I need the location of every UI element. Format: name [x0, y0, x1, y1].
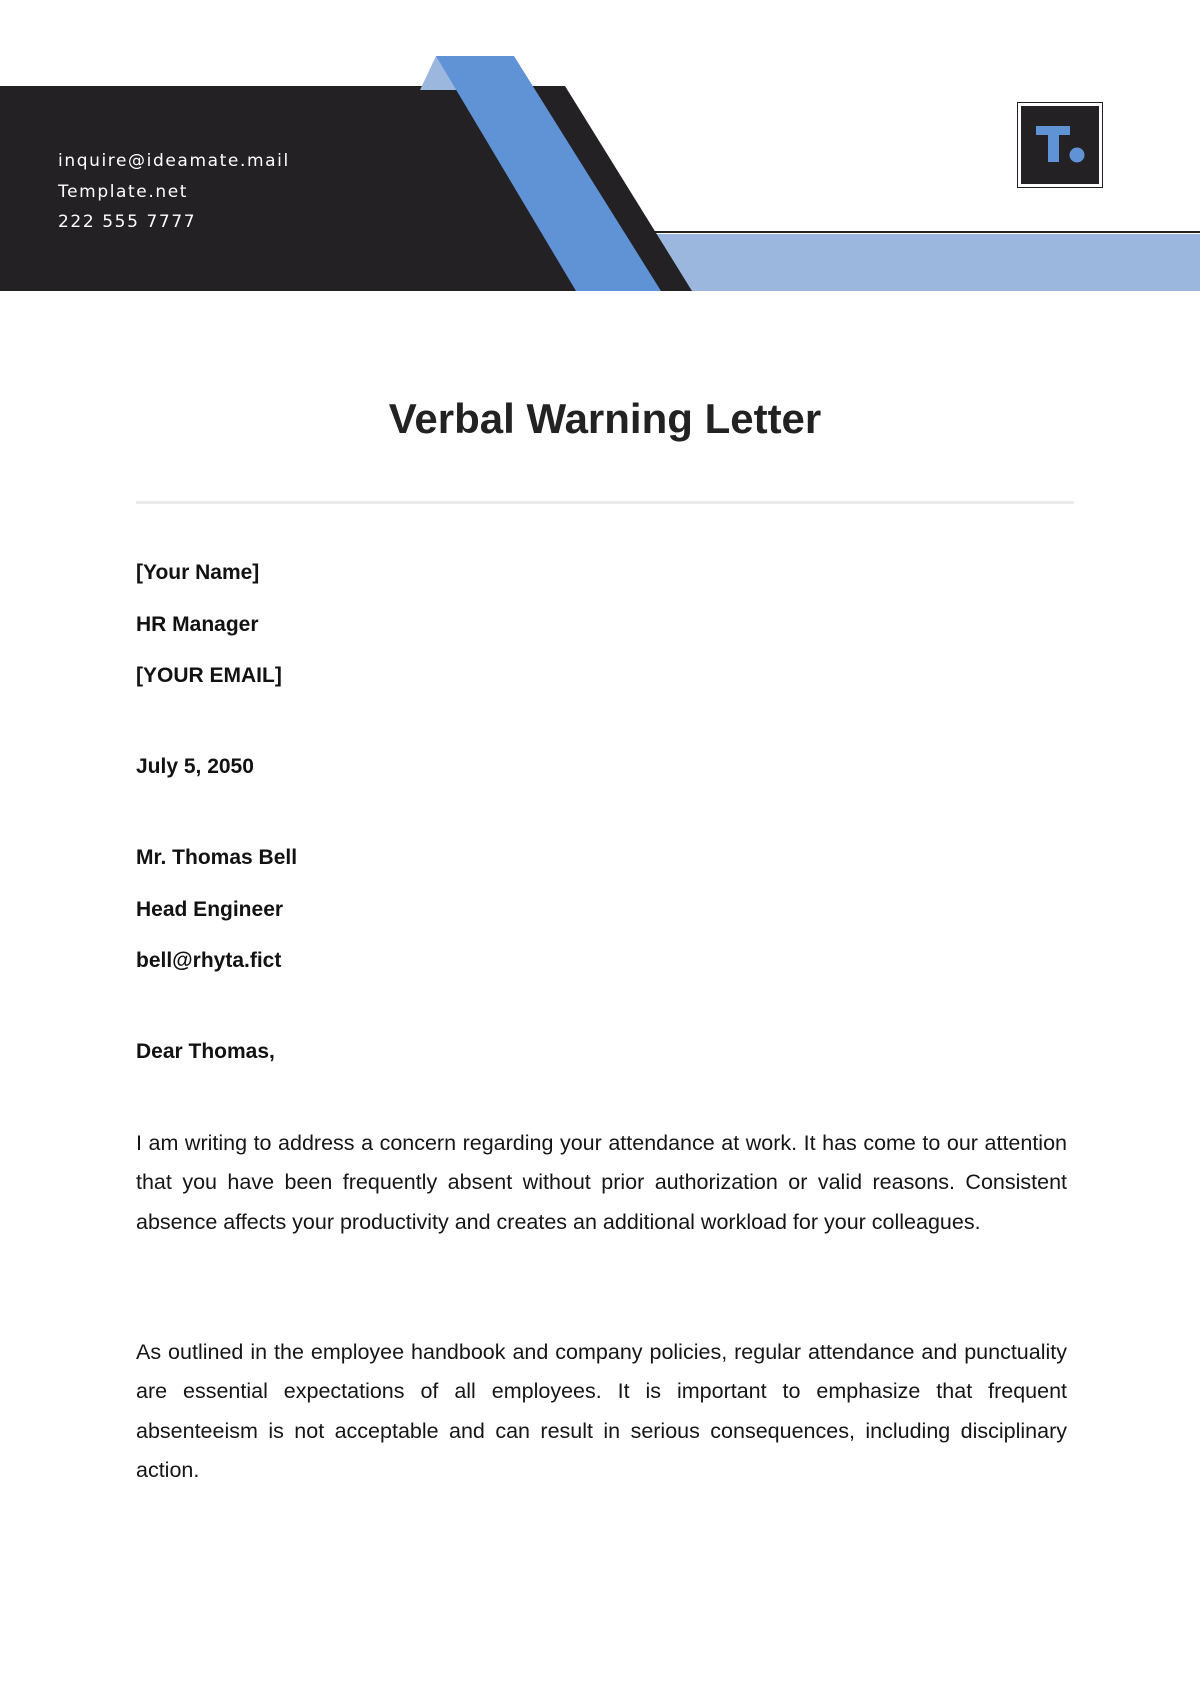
contact-email: inquire@ideamate.mail	[58, 151, 290, 171]
page-title: Verbal Warning Letter	[388, 395, 822, 442]
sender-name: [Your Name]	[136, 561, 260, 584]
template-net-logo-icon	[1017, 102, 1103, 188]
recipient-position: Head Engineer	[136, 898, 284, 921]
header-divider-line	[650, 231, 1200, 233]
recipient-name: Mr. Thomas Bell	[136, 846, 298, 869]
sender-position: HR Manager	[136, 613, 259, 636]
logo-t-glyph-icon	[1030, 120, 1090, 170]
contact-website: Template.net	[58, 181, 189, 202]
letter-date: July 5, 2050	[136, 755, 254, 778]
recipient-email: bell@rhyta.fict	[136, 949, 282, 972]
body-paragraph-2: As outlined in the employee handbook and company policies, regular attendance and punctuality are essential expectations of all employees. It is important to emphasize that frequent absenteeism is not acceptable and can result in serious consequences, including disciplinary action.	[136, 1340, 1067, 1483]
contact-phone: 222 555 7777	[58, 212, 197, 232]
logo-mark	[1021, 106, 1099, 184]
salutation: Dear Thomas,	[136, 1040, 275, 1063]
title-divider	[136, 501, 1074, 504]
body-paragraph-1: I am writing to address a concern regarding your attendance at work. It has come to our attention that you have been frequently absent without prior authorization or valid reasons. Consistent absence affects your productivity and creates an additional workload for your colleagues.	[136, 1131, 1067, 1234]
contact-info	[58, 146, 290, 238]
sender-email: [YOUR EMAIL]	[136, 664, 282, 687]
header-light-blue-bar	[640, 234, 1200, 291]
